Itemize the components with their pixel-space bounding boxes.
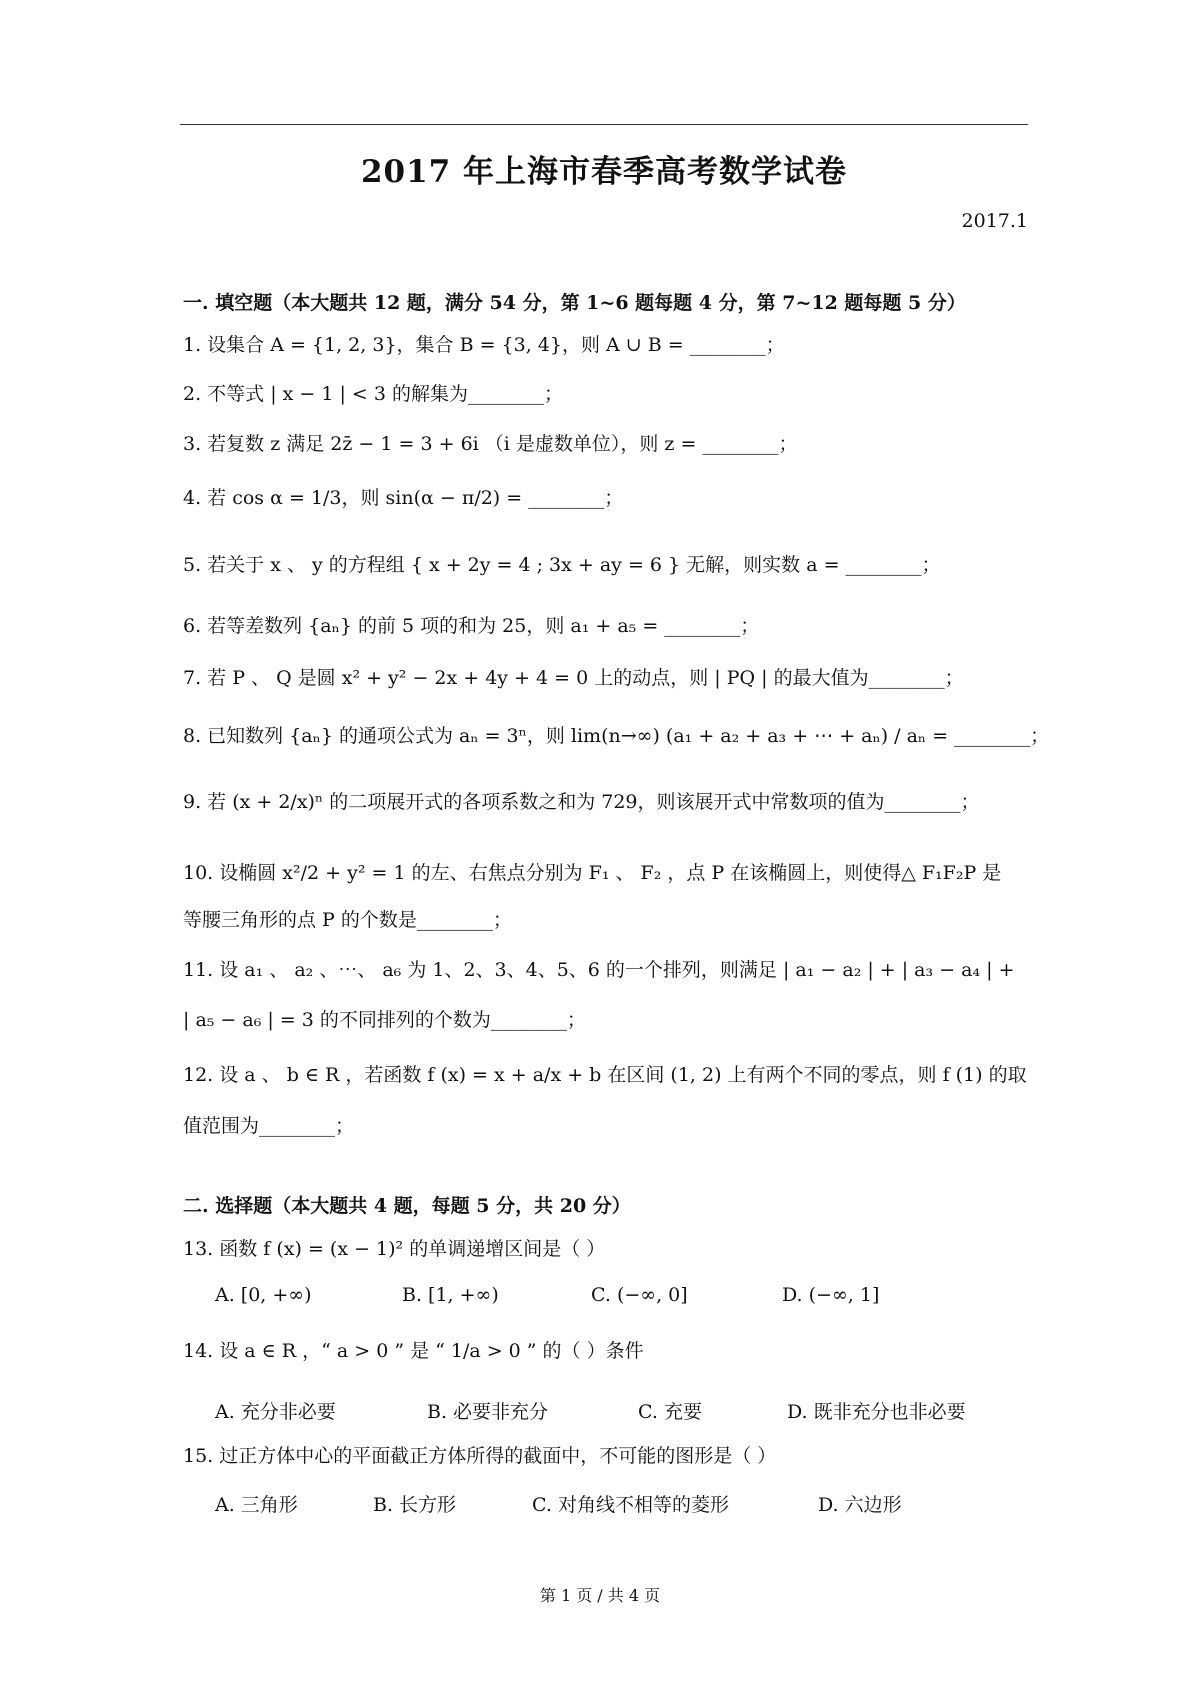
exam-date: 2017.1 [961,210,1028,232]
question-4: 4. 若 cos α = 1/3，则 sin(α − π/2) = ________； [183,487,624,509]
q13-option-c: C. (−∞, 0] [591,1284,688,1306]
section1-heading: 一. 填空题（本大题共 12 题，满分 54 分，第 1~6 题每题 4 分，第 7~12 题每题 5 分） [183,292,966,314]
q14-option-b: B. 必要非充分 [427,1401,549,1423]
question-12-line-2: 值范围为________； [183,1115,355,1137]
q14-option-a: A. 充分非必要 [215,1401,336,1423]
question-11-line-1: 11. 设 a₁ 、 a₂ 、⋯、 a₆ 为 1、2、3、4、5、6 的一个排列，则满足 | a₁ − a₂ | + | a₃ − a₄ | + [183,959,1015,981]
question-14: 14. 设 a ∈ R ，“ a > 0 ” 是 “ 1/a > 0 ” 的（ ）条件 [183,1340,644,1362]
question-9: 9. 若 (x + 2/x)ⁿ 的二项展开式的各项系数之和为 729，则该展开式中常数项的值为________； [183,791,980,813]
question-7: 7. 若 P 、 Q 是圆 x² + y² − 2x + 4y + 4 = 0 上的动点，则 | PQ | 的最大值为________； [183,667,964,689]
question-12-line-1: 12. 设 a 、 b ∈ R ，若函数 f (x) = x + a/x + b 在区间 (1, 2) 上有两个不同的零点，则 f (1) 的取 [183,1064,1027,1086]
question-10-line-2: 等腰三角形的点 P 的个数是________； [183,909,512,931]
q13-option-b: B. [1, +∞) [402,1284,499,1306]
q14-option-d: D. 既非充分也非必要 [787,1401,966,1423]
question-10-line-1: 10. 设椭圆 x²/2 + y² = 1 的左、右焦点分别为 F₁ 、 F₂ ，点 P 在该椭圆上，则使得△ F₁F₂P 是 [183,862,1002,884]
page-title: 2017 年上海市春季高考数学试卷 [360,154,848,190]
question-3: 3. 若复数 z 满足 2z̄ − 1 = 3 + 6i （i 是虚数单位），则 z = ________； [183,433,798,455]
question-5: 5. 若关于 x 、 y 的方程组 { x + 2y = 4 ; 3x + ay = 6 } 无解，则实数 a = ________； [183,554,941,576]
q15-option-d: D. 六边形 [818,1494,902,1516]
q15-option-a: A. 三角形 [215,1494,298,1516]
question-2: 2. 不等式 | x − 1 | < 3 的解集为________； [183,383,564,405]
question-15: 15. 过正方体中心的平面截正方体所得的截面中，不可能的图形是（ ） [183,1445,777,1467]
question-6: 6. 若等差数列 {aₙ} 的前 5 项的和为 25，则 a₁ + a₅ = ________； [183,615,760,637]
header-rule [180,124,1028,125]
question-13: 13. 函数 f (x) = (x − 1)² 的单调递增区间是（ ） [183,1238,606,1260]
q15-option-c: C. 对角线不相等的菱形 [532,1494,729,1516]
question-8: 8. 已知数列 {aₙ} 的通项公式为 aₙ = 3ⁿ，则 lim(n→∞) (a₁ + a₂ + a₃ + ⋯ + aₙ) / aₙ = ________； [183,725,1050,747]
q13-option-d: D. (−∞, 1] [782,1284,880,1306]
question-1: 1. 设集合 A = {1, 2, 3}，集合 B = {3, 4}，则 A ∪ B = ________； [183,334,785,356]
question-11-line-2: | a₅ − a₆ | = 3 的不同排列的个数为________； [183,1009,586,1031]
q15-option-b: B. 长方形 [373,1494,457,1516]
q14-option-c: C. 充要 [638,1401,702,1423]
q13-option-a: A. [0, +∞) [215,1284,312,1306]
page-footer: 第 1 页 / 共 4 页 [539,1586,661,1605]
section2-heading: 二. 选择题（本大题共 4 题，每题 5 分，共 20 分） [183,1195,631,1217]
